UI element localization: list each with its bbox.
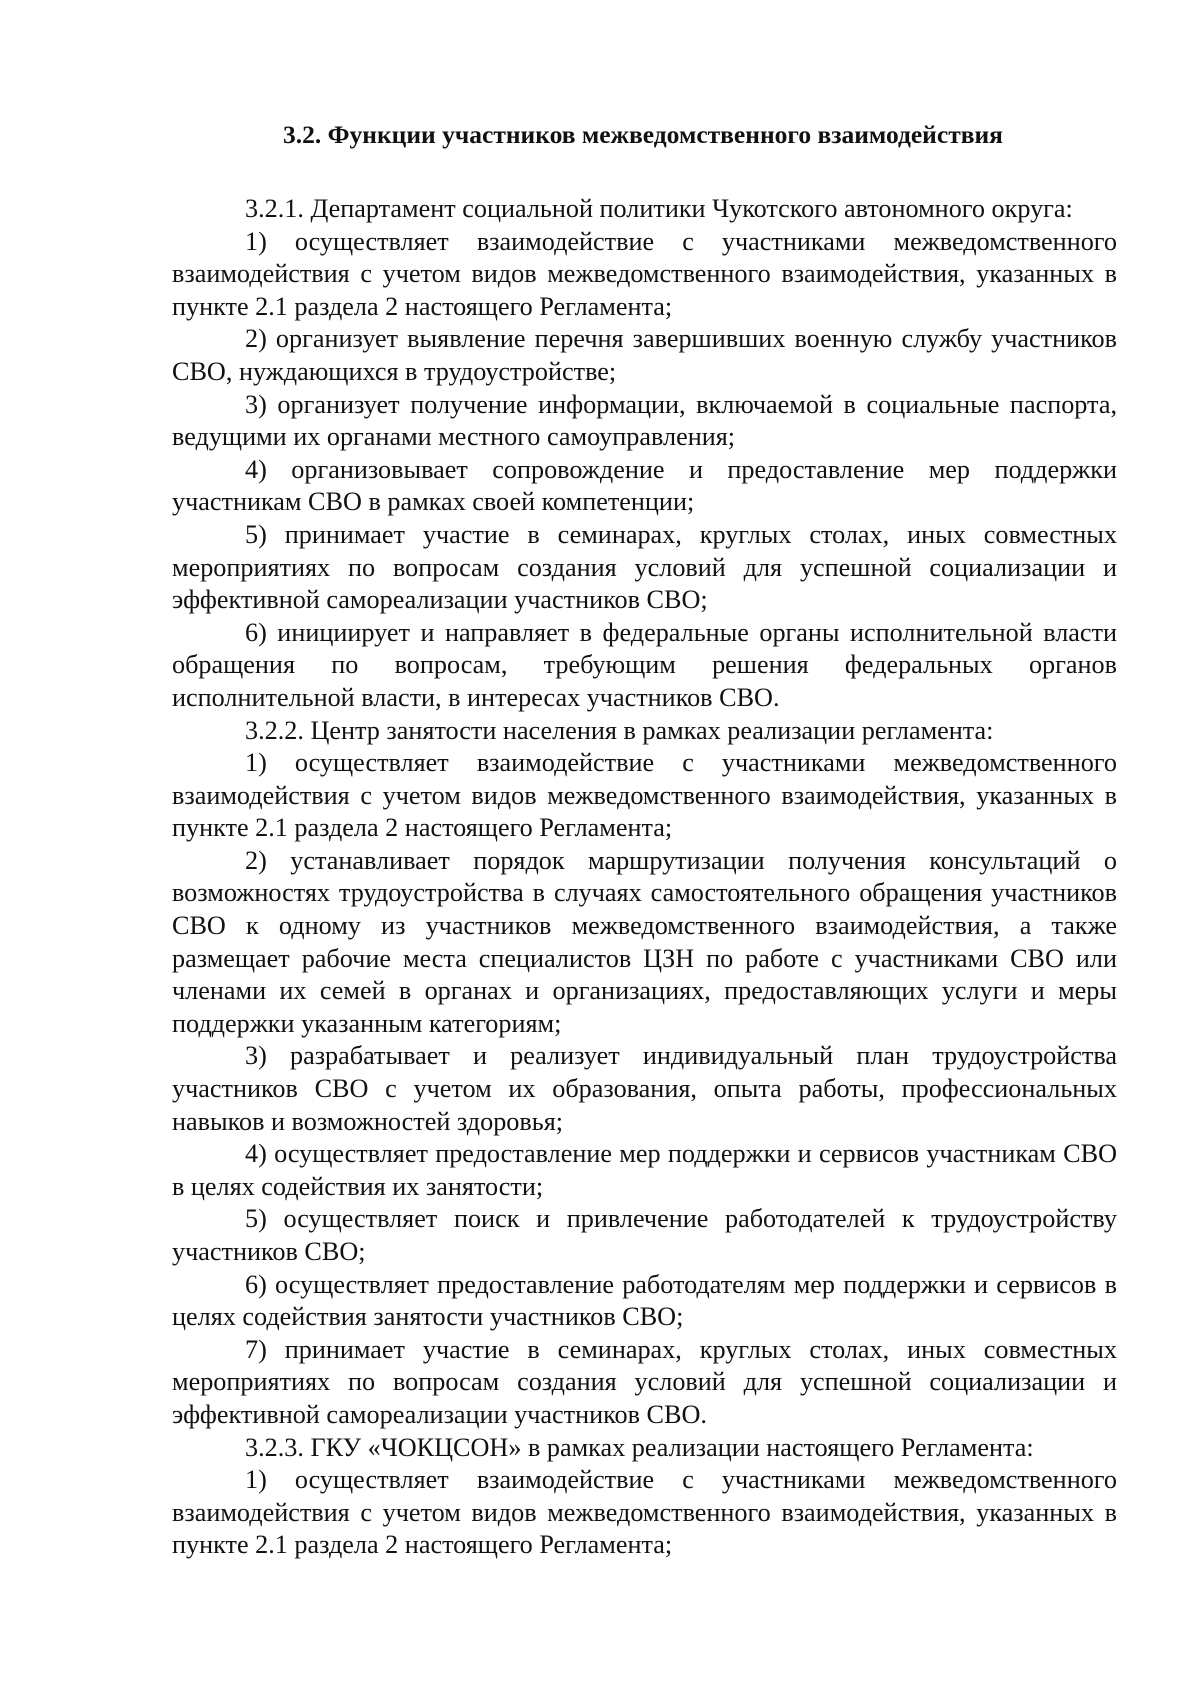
- list-item: 6) инициирует и направляет в федеральные органы исполнительной власти обращения по вопросам, требующим решения федеральных органов исполнительной власти, в интересах участников СВО.: [172, 617, 1117, 712]
- list-item: 1) осуществляет взаимодействие с участниками межведомственного взаимодействия с учетом видов межведомственного взаимодействия, указанных в пункте 2.1 раздела 2 настоящего Регламента;: [172, 1465, 1117, 1560]
- list-item: 4) осуществляет предоставление мер поддержки и сервисов участникам СВО в целях содействия их занятости;: [172, 1139, 1117, 1201]
- list-item: 1) осуществляет взаимодействие с участниками межведомственного взаимодействия с учетом видов межведомственного взаимодействия, указанных в пункте 2.1 раздела 2 настоящего Регламента;: [172, 226, 1117, 321]
- section-body: [172, 193, 1117, 1562]
- paragraph-3-2-1: 3.2.1. Департамент социальной политики Чукотского автономного округа:: [245, 194, 1073, 223]
- list-item: 2) устанавливает порядок маршрутизации получения консультаций о возможностях трудоустройства в случаях самостоятельного обращения участников СВО к одному из участников межведомственного взаимодействия, а также размещает рабочие места специалистов ЦЗН по работе с участниками СВО или членами их семей в органах и организациях, предоставляющих услуги и меры поддержки указанным категориям;: [172, 845, 1117, 1038]
- list-item: 6) осуществляет предоставление работодателям мер поддержки и сервисов в целях содействия занятости участников СВО;: [172, 1269, 1117, 1332]
- list-item: 3) организует получение информации, включаемой в социальные паспорта, ведущими их органами местного самоуправления;: [172, 389, 1117, 452]
- list-item: 2) организует выявление перечня завершивших военную службу участников СВО, нуждающихся в трудоустройстве;: [172, 324, 1117, 386]
- list-item: 5) принимает участие в семинарах, круглых столах, иных совместных мероприятиях по вопросам создания условий для успешной социализации и эффективной самореализации участников СВО;: [172, 519, 1117, 615]
- section-heading: 3.2. Функции участников межведомственного взаимодействия: [283, 120, 1003, 149]
- paragraph-3-2-2: 3.2.2. Центр занятости населения в рамках реализации регламента:: [245, 715, 994, 745]
- list-item: 4) организовывает сопровождение и предоставление мер поддержки участникам СВО в рамках своей компетенции;: [172, 454, 1117, 517]
- list-item: 5) осуществляет поиск и привлечение работодателей к трудоустройству участников СВО;: [172, 1204, 1117, 1266]
- paragraph-3-2-3: 3.2.3. ГКУ «ЧОКЦСОН» в рамках реализации настоящего Регламента:: [245, 1432, 1034, 1462]
- list-item: 7) принимает участие в семинарах, круглых столах, иных совместных мероприятиях по вопросам создания условий для успешной социализации и эффективной самореализации участников СВО.: [172, 1334, 1117, 1429]
- list-item: 1) осуществляет взаимодействие с участниками межведомственного взаимодействия с учетом видов межведомственного взаимодействия, указанных в пункте 2.1 раздела 2 настоящего Регламента;: [172, 748, 1117, 843]
- list-item: 3) разрабатывает и реализует индивидуальный план трудоустройства участников СВО с учетом их образования, опыта работы, профессиональных навыков и возможностей здоровья;: [172, 1041, 1117, 1136]
